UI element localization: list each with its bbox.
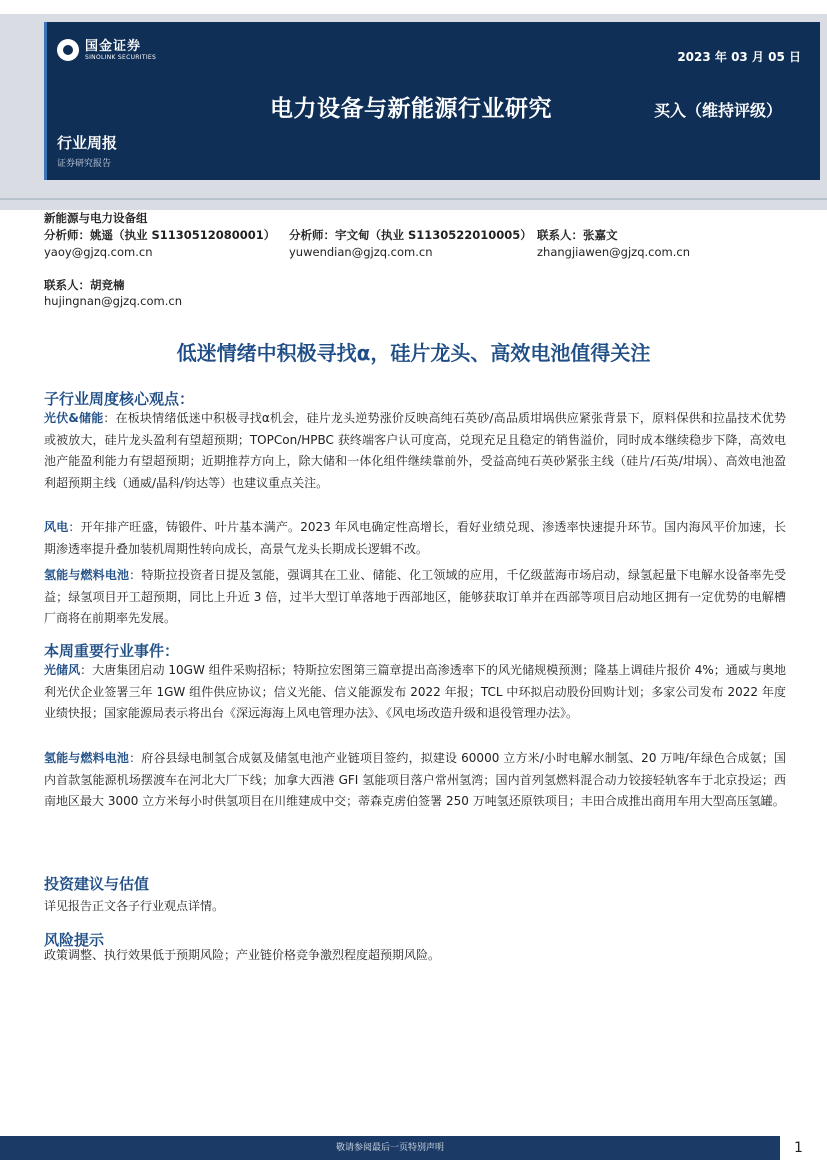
lead-pv: 光伏&储能 (44, 411, 104, 425)
paragraph-events-pv-wind (44, 660, 786, 725)
lead-wind: 风电 (44, 520, 69, 534)
lead-events-pv-wind: 光储风 (44, 663, 81, 677)
analyst-1-label: 分析师：姚遥（执业 S1130512080001） (44, 228, 276, 242)
section-title-events: 本周重要行业事件： (44, 642, 180, 660)
report-type: 行业周报 (57, 134, 118, 152)
text-events-pv-wind: ：大唐集团启动 10GW 组件采购招标；特斯拉宏图第三篇章提出高渗透率下的风光储规模预测；隆基上调硅片报价 4%；通威与奥地利光伏企业签署三年 1GW 组件供应协议；信义光能、信义能源发布 2022 年报；TCL 中环拟启动股份回购计划；多家公司发布 2022 年度业绩快报；国家能源局表示将出台《深远海海上风电管理办法》、《风电场改造升级和退役管理办法》。 (44, 663, 786, 721)
page-number: 1 (794, 1140, 803, 1156)
section-title-risk: 风险提示 (44, 931, 105, 949)
analyst-2-label: 分析师：宇文甸（执业 S1130522010005） (289, 228, 532, 242)
paragraph-wind (44, 517, 786, 560)
lead-events-hydrogen: 氢能与燃料电池 (44, 751, 130, 765)
text-wind: ：开年排产旺盛，铸锻件、叶片基本满产。2023 年风电确定性高增长，看好业绩兑现、渗透率快速提升环节。国内海风平价加速，长期渗透率提升叠加装机周期性转向成长，高景气龙头长期成长逻辑不改。 (44, 520, 786, 556)
paragraph-risk: 政策调整、执行效果低于预期风险；产业链价格竞争激烈程度超预期风险。 (44, 948, 441, 962)
contact-1-email[interactable]: zhangjiawen@gjzq.com.cn (537, 245, 690, 259)
lead-hydrogen: 氢能与燃料电池 (44, 568, 130, 582)
analyst-group: 新能源与电力设备组 (44, 211, 148, 225)
rating-label: 买入（维持评级） (654, 101, 783, 120)
text-pv: ：在板块情绪低迷中积极寻找α机会，硅片龙头逆势涨价反映高纯石英砂/高品质坩埚供应紧张背景下，原料保供和拉晶技术优势或被放大，硅片龙头盈利有望超预期；TOPCon/HPBC 获终端客户认可度高，兑现充足且稳定的销售溢价，同时成本继续稳步下降，高效电池产能盈利能力有望超预期；近期推荐方向上，除大储和一体化组件继续靠前外，受益高纯石英砂紧张主线（硅片/石英/坩埚）、高效电池盈利超预期主线（通威/晶科/钧达等）也建议重点关注。 (44, 411, 786, 490)
report-date: 2023 年 03 月 05 日 (677, 50, 801, 64)
header-divider (0, 198, 827, 200)
paragraph-events-hydrogen (44, 748, 786, 813)
contact-1-label: 联系人：张嘉文 (537, 228, 618, 242)
contact-2-label: 联系人：胡竞楠 (44, 278, 125, 292)
company-logo (57, 36, 177, 64)
paragraph-pv (44, 408, 786, 494)
paragraph-hydrogen (44, 565, 786, 630)
header-accent-bar (44, 22, 47, 180)
report-subtype: 证券研究报告 (57, 159, 112, 169)
logo-name-cn: 国金证券 (85, 38, 142, 54)
report-title: 电力设备与新能源行业研究 (270, 96, 552, 122)
text-events-hydrogen: ：府谷县绿电制氢合成氨及储氢电池产业链项目签约，拟建设 60000 立方米/小时电解水制氢、20 万吨/年绿色合成氨；国内首款氢能源机场摆渡车在河北大厂下线；加拿大西港 GFI 氢能项目落户常州氢湾；国内首列氢燃料混合动力铰接轻轨客车于北京投运；西南地区最大 3000 立方米每小时供氢项目在川维建成中交；蒂森克虏伯签署 250 万吨氢还原铁项目；丰田合成推出商用车用大型高压氢罐。 (44, 751, 786, 809)
analyst-2-email[interactable]: yuwendian@gjzq.com.cn (289, 245, 433, 259)
report-headline: 低迷情绪中积极寻找α，硅片龙头、高效电池值得关注 (176, 341, 651, 365)
section-title-investment: 投资建议与估值 (44, 875, 150, 893)
logo-name-en: SINOLINK SECURITIES (85, 53, 157, 61)
logo-mark-icon (57, 39, 79, 61)
footer-disclaimer[interactable]: 敬请参阅最后一页特别声明 (335, 1143, 444, 1153)
contact-2-email[interactable]: hujingnan@gjzq.com.cn (44, 294, 182, 308)
analyst-1-email[interactable]: yaoy@gjzq.com.cn (44, 245, 153, 259)
text-hydrogen: ：特斯拉投资者日提及氢能，强调其在工业、储能、化工领域的应用，千亿级蓝海市场启动，绿氢起量下电解水设备率先受益；绿氢项目开工超预期，同比上升近 3 倍，过半大型订单落地于西部地区，能够获取订单并在西部等项目启动地区拥有一定优势的电解槽厂商将在前期率先发展。 (44, 568, 786, 626)
paragraph-investment: 详见报告正文各子行业观点详情。 (44, 899, 225, 913)
section-title-core: 子行业周度核心观点： (44, 390, 195, 408)
